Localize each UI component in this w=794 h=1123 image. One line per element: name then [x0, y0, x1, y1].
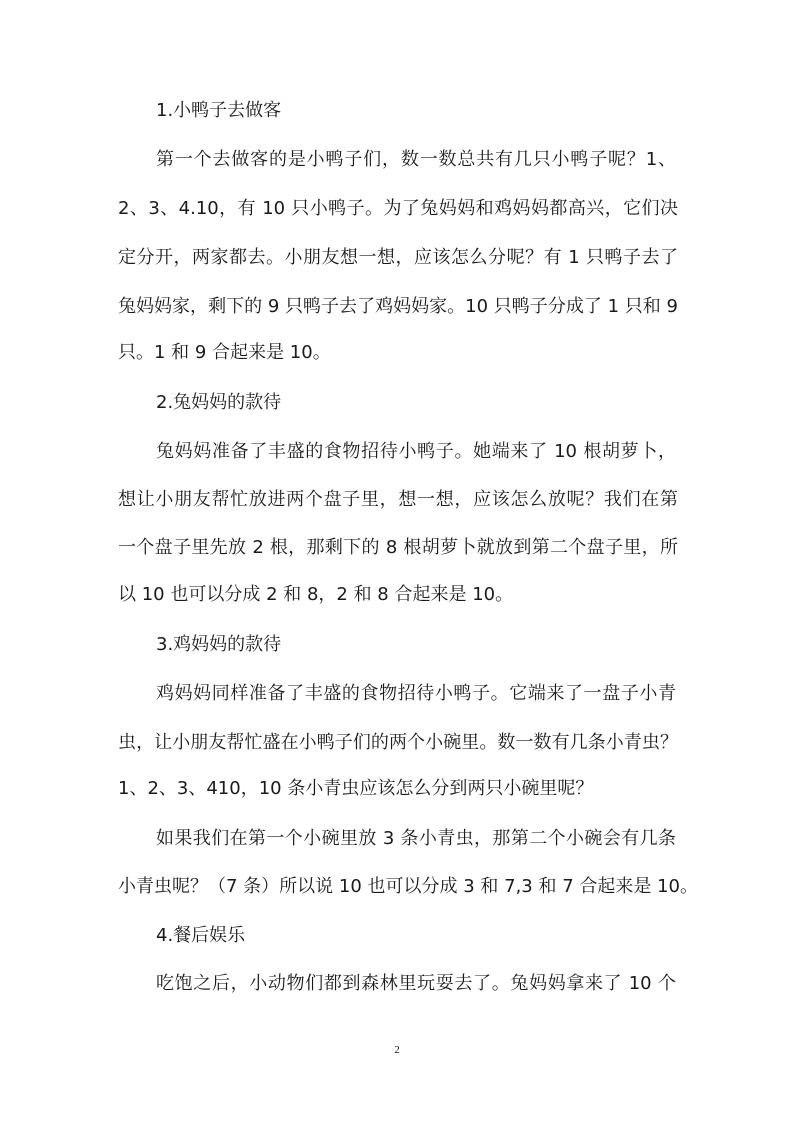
- paragraph-line: 鸡妈妈同样准备了丰盛的食物招待小鸭子。它端来了一盘子小青: [156, 683, 676, 704]
- section-heading: 1.小鸭子去做客: [156, 100, 282, 121]
- section-heading: 2.兔妈妈的款待: [156, 392, 282, 413]
- section-heading: 4.餐后娱乐: [156, 925, 246, 946]
- paragraph-line: 如果我们在第一个小碗里放 3 条小青虫，那第二个小碗会有几条: [156, 828, 676, 849]
- page-number: 2: [394, 1044, 400, 1056]
- paragraph-line: 小青虫呢？（7 条）所以说 10 也可以分成 3 和 7,3 和 7 合起来是 10。: [118, 876, 699, 897]
- paragraph-line: 定分开，两家都去。小朋友想一想，应该怎么分呢？有 1 只鸭子去了: [118, 247, 678, 268]
- paragraph-line: 第一个去做客的是小鸭子们，数一数总共有几只小鸭子呢？1、: [156, 149, 676, 170]
- paragraph-line: 只。1 和 9 合起来是 10。: [118, 342, 331, 363]
- paragraph-line: 一个盘子里先放 2 根，那剩下的 8 根胡萝卜就放到第二个盘子里，所: [118, 537, 678, 558]
- paragraph-line: 想让小朋友帮忙放进两个盘子里，想一想，应该怎么放呢？我们在第: [118, 489, 678, 510]
- paragraph-line: 2、3、4.10，有 10 只小鸭子。为了兔妈妈和鸡妈妈都高兴，它们决: [118, 198, 678, 219]
- paragraph-line: 以 10 也可以分成 2 和 8，2 和 8 合起来是 10。: [118, 584, 514, 605]
- paragraph-line: 兔妈妈准备了丰盛的食物招待小鸭子。她端来了 10 根胡萝卜，: [156, 441, 676, 462]
- paragraph-line: 虫，让小朋友帮忙盛在小鸭子们的两个小碗里。数一数有几条小青虫？: [118, 732, 678, 753]
- section-heading: 3.鸡妈妈的款待: [156, 634, 282, 655]
- paragraph-line: 吃饱之后，小动物们都到森林里玩耍去了。兔妈妈拿来了 10 个: [156, 973, 676, 994]
- paragraph-line: 兔妈妈家，剩下的 9 只鸭子去了鸡妈妈家。10 只鸭子分成了 1 只和 9: [118, 296, 678, 317]
- paragraph-line: 1、2、3、410，10 条小青虫应该怎么分到两只小碗里呢？: [118, 778, 594, 799]
